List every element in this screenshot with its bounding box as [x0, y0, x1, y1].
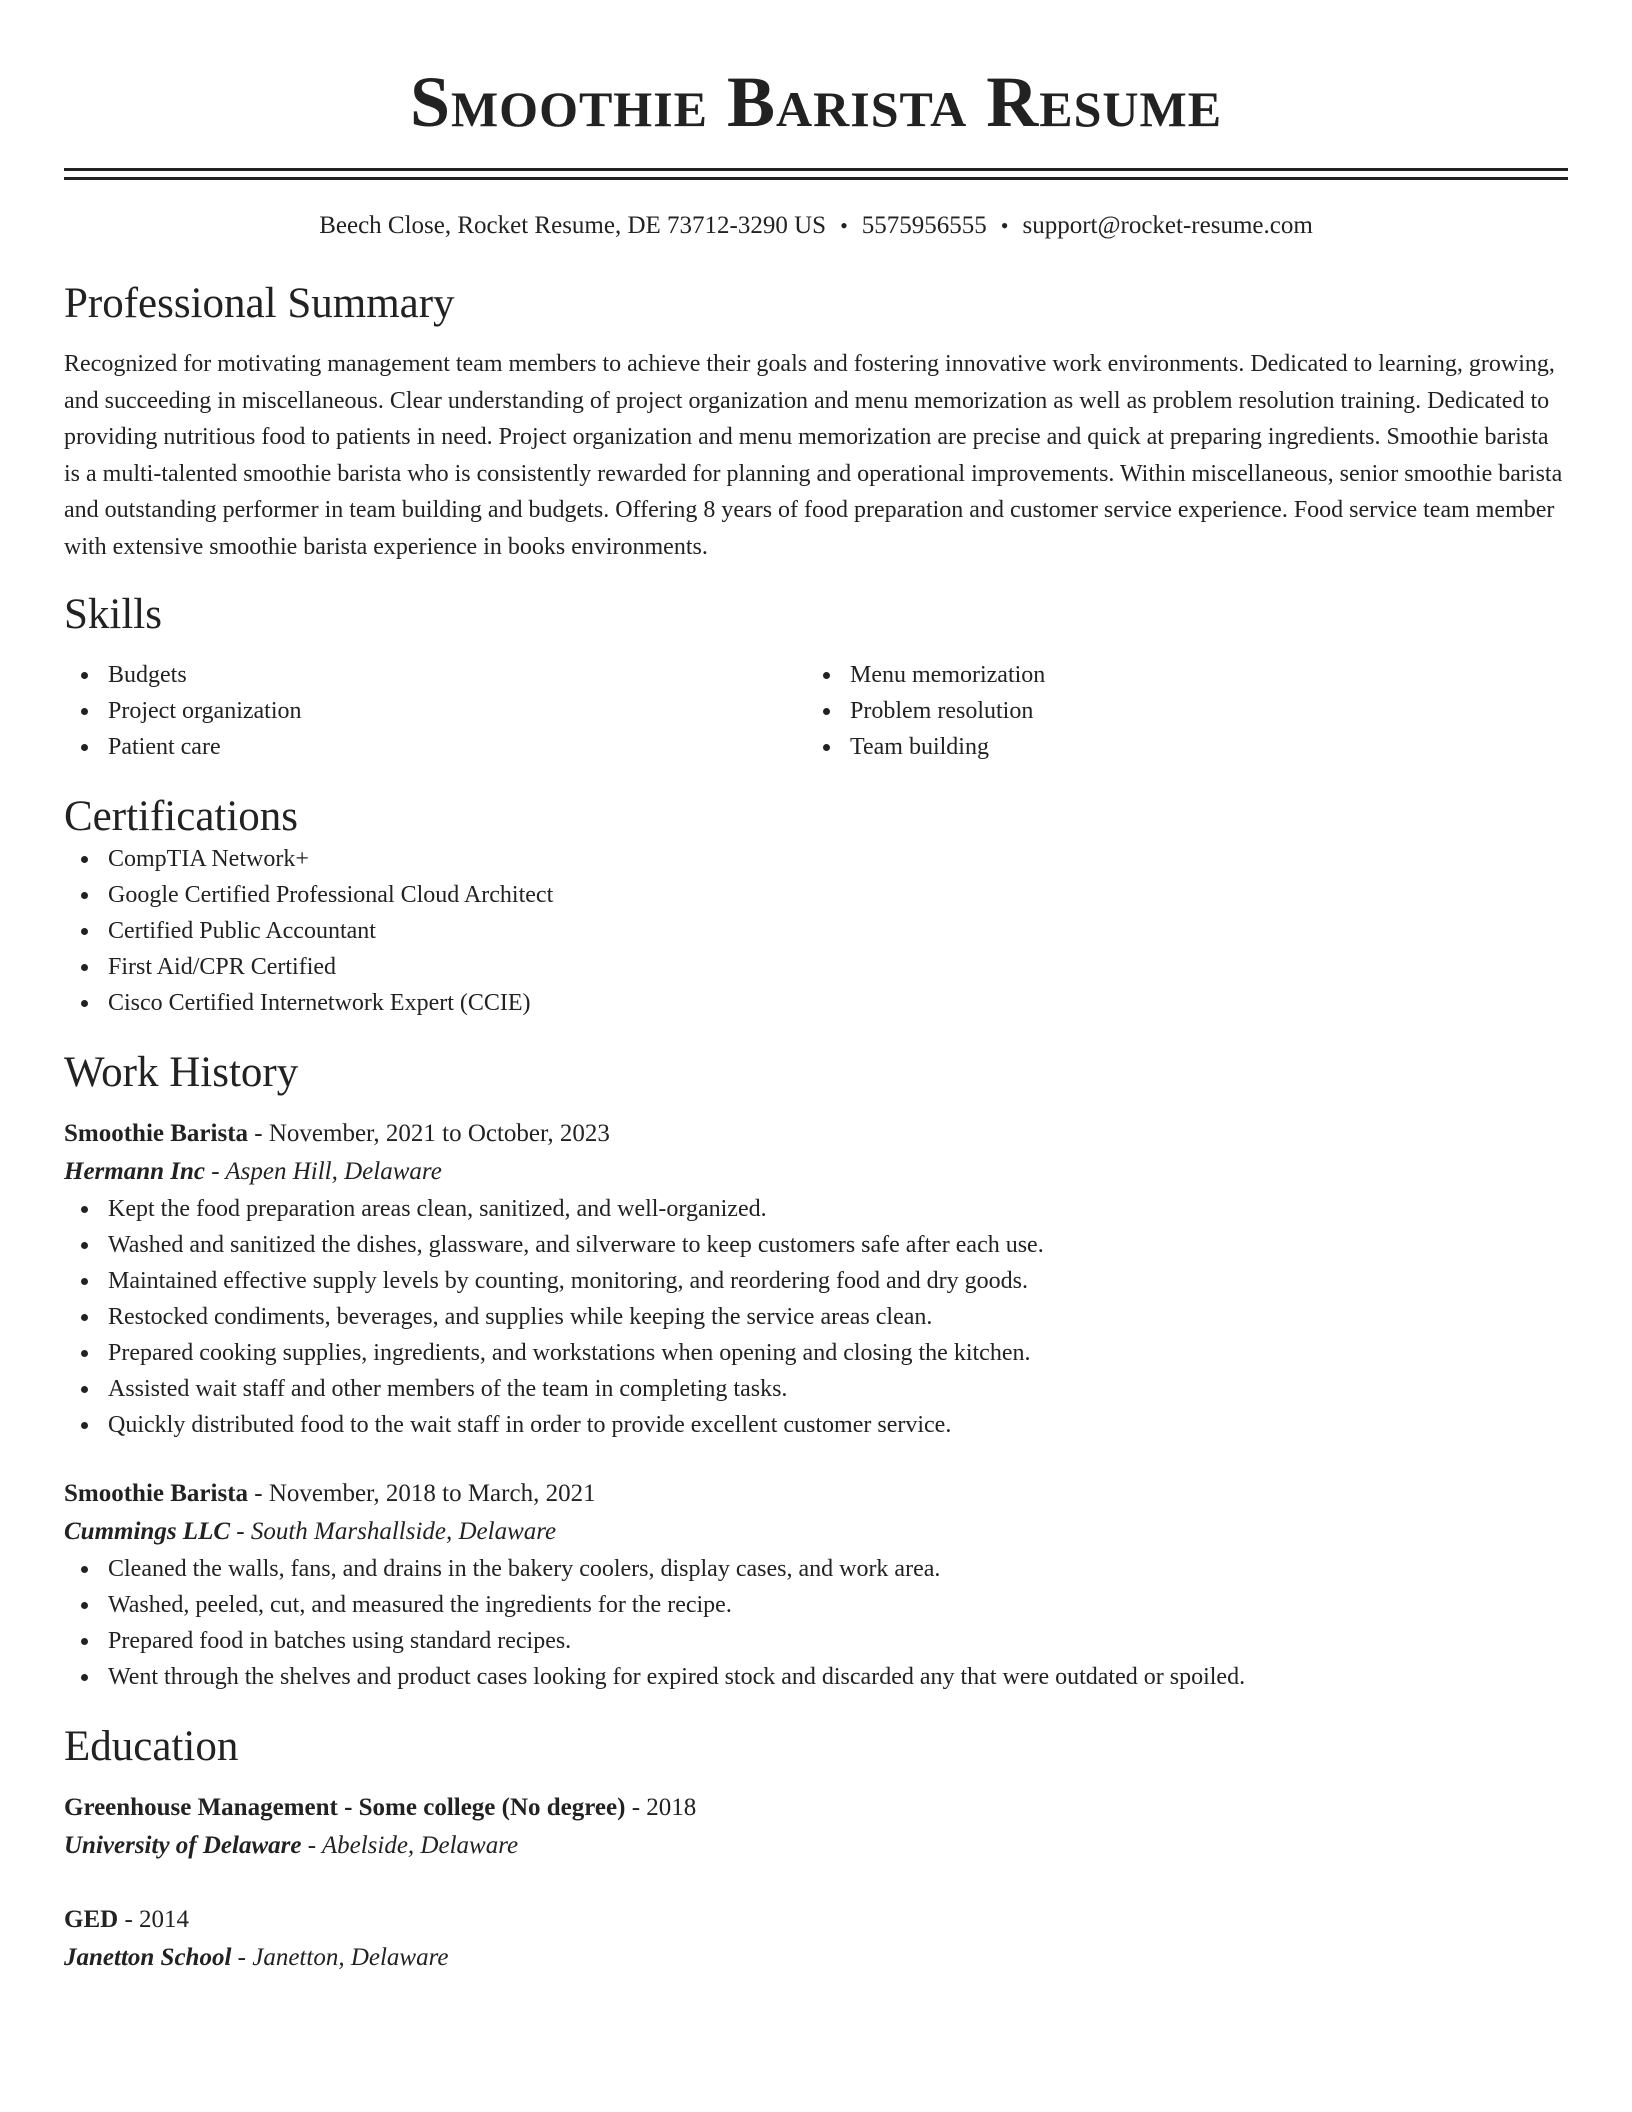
- education-location: - Janetton, Delaware: [231, 1944, 449, 1971]
- summary-text: Recognized for motivating management team members to achieve their goals and fostering innovative work environments. Dedicated to learning, growing, and succeeding in miscellaneous. Clear understanding of project organization and menu memorization as well as problem resolution training. Dedicated to providing nutritious food to patients in need. Project organization and menu memorization are precise and quick at preparing ingredients. Smoothie barista is a multi-talented smoothie barista who is consistently rewarded for planning and operational improvements. Within miscellaneous, senior smoothie barista and outstanding performer in team building and budgets. Offering 8 years of food preparation and customer service experience. Food service team member with extensive smoothie barista experience in books environments.: [64, 351, 1563, 560]
- job-duty-item: Cleaned the walls, fans, and drains in the bakery coolers, display cases, and work area.: [108, 1551, 1568, 1587]
- certifications-heading: Certifications: [64, 793, 299, 840]
- job-entry: [64, 1475, 1568, 1695]
- contact-separator: •: [1000, 213, 1009, 238]
- education-school: University of Delaware: [64, 1832, 302, 1859]
- job-header: [64, 1475, 1568, 1513]
- contact-address: Beech Close, Rocket Resume, DE 73712-3290 US: [319, 212, 827, 239]
- job-company: Hermann Inc: [64, 1158, 206, 1185]
- summary-heading: Professional Summary: [64, 280, 455, 327]
- job-duty-item: Prepared food in batches using standard recipes.: [108, 1623, 1568, 1659]
- job-duty-item: Quickly distributed food to the wait staff in order to provide excellent customer service.: [108, 1407, 1568, 1443]
- skill-item: Patient care: [108, 729, 806, 765]
- contact-separator: •: [840, 213, 848, 238]
- education-entry: [64, 1789, 1568, 1865]
- job-duty-item: Went through the shelves and product cases looking for expired stock and discarded any that were outdated or spoiled.: [108, 1659, 1568, 1695]
- skill-item: Menu memorization: [850, 657, 1568, 693]
- skill-item: Budgets: [108, 657, 806, 693]
- job-dates: - November, 2018 to March, 2021: [248, 1480, 596, 1507]
- certification-item: Cisco Certified Internetwork Expert (CCIE): [108, 985, 1568, 1021]
- job-dates: - November, 2021 to October, 2023: [248, 1120, 610, 1147]
- certification-item: First Aid/CPR Certified: [108, 949, 1568, 985]
- education-degree: Greenhouse Management - Some college (No degree): [64, 1794, 626, 1821]
- contact-line: [64, 210, 1568, 242]
- skills-column-left: [64, 657, 806, 765]
- job-duty-item: Maintained effective supply levels by counting, monitoring, and reordering food and dry goods.: [108, 1263, 1568, 1299]
- job-entry: [64, 1115, 1568, 1443]
- certification-item: Google Certified Professional Cloud Architect: [108, 877, 1568, 913]
- education-header: [64, 1789, 1568, 1827]
- education-heading: Education: [64, 1723, 239, 1770]
- work-history-heading: Work History: [64, 1049, 299, 1096]
- education-location: - Abelside, Delaware: [301, 1832, 519, 1859]
- job-duty-item: Prepared cooking supplies, ingredients, and workstations when opening and closing the kitchen.: [108, 1335, 1568, 1371]
- education-header: [64, 1901, 1568, 1939]
- certification-item: Certified Public Accountant: [108, 913, 1568, 949]
- job-duty-item: Assisted wait staff and other members of the team in completing tasks.: [108, 1371, 1568, 1407]
- job-title: Smoothie Barista: [64, 1480, 249, 1507]
- job-employer: [64, 1513, 1568, 1551]
- job-header: [64, 1115, 1568, 1153]
- education-institution: [64, 1827, 1568, 1865]
- contact-email: support@rocket-resume.com: [1022, 212, 1313, 239]
- skill-item: Team building: [850, 729, 1568, 765]
- title-divider-bottom: [64, 177, 1568, 180]
- skills-heading: Skills: [64, 591, 162, 638]
- title-divider-top: [64, 168, 1568, 171]
- job-duty-item: Washed, peeled, cut, and measured the ingredients for the recipe.: [108, 1587, 1568, 1623]
- education-school: Janetton School: [64, 1944, 232, 1971]
- education-year: - 2018: [625, 1794, 697, 1821]
- job-employer: [64, 1153, 1568, 1191]
- job-title: Smoothie Barista: [64, 1120, 249, 1147]
- job-duties: [64, 1191, 1568, 1443]
- job-company: Cummings LLC: [64, 1518, 231, 1545]
- certification-item: CompTIA Network+: [108, 841, 1568, 877]
- skills-list: [64, 657, 1568, 765]
- skill-item: Problem resolution: [850, 693, 1568, 729]
- job-duty-item: Restocked condiments, beverages, and supplies while keeping the service areas clean.: [108, 1299, 1568, 1335]
- skill-item: Project organization: [108, 693, 806, 729]
- skills-column-right: [806, 657, 1568, 765]
- education-year: - 2014: [118, 1906, 190, 1933]
- job-location: - Aspen Hill, Delaware: [205, 1158, 442, 1185]
- certifications-list: [64, 841, 1568, 1021]
- job-duties: [64, 1551, 1568, 1695]
- education-entry: [64, 1901, 1568, 1977]
- education-institution: [64, 1939, 1568, 1977]
- contact-phone: 5575956555: [861, 212, 987, 239]
- education-degree: GED: [64, 1906, 119, 1933]
- resume-title: Smoothie Barista Resume: [409, 62, 1223, 142]
- job-duty-item: Kept the food preparation areas clean, sanitized, and well-organized.: [108, 1191, 1568, 1227]
- job-location: - South Marshallside, Delaware: [230, 1518, 557, 1545]
- job-duty-item: Washed and sanitized the dishes, glassware, and silverware to keep customers safe after each use.: [108, 1227, 1568, 1263]
